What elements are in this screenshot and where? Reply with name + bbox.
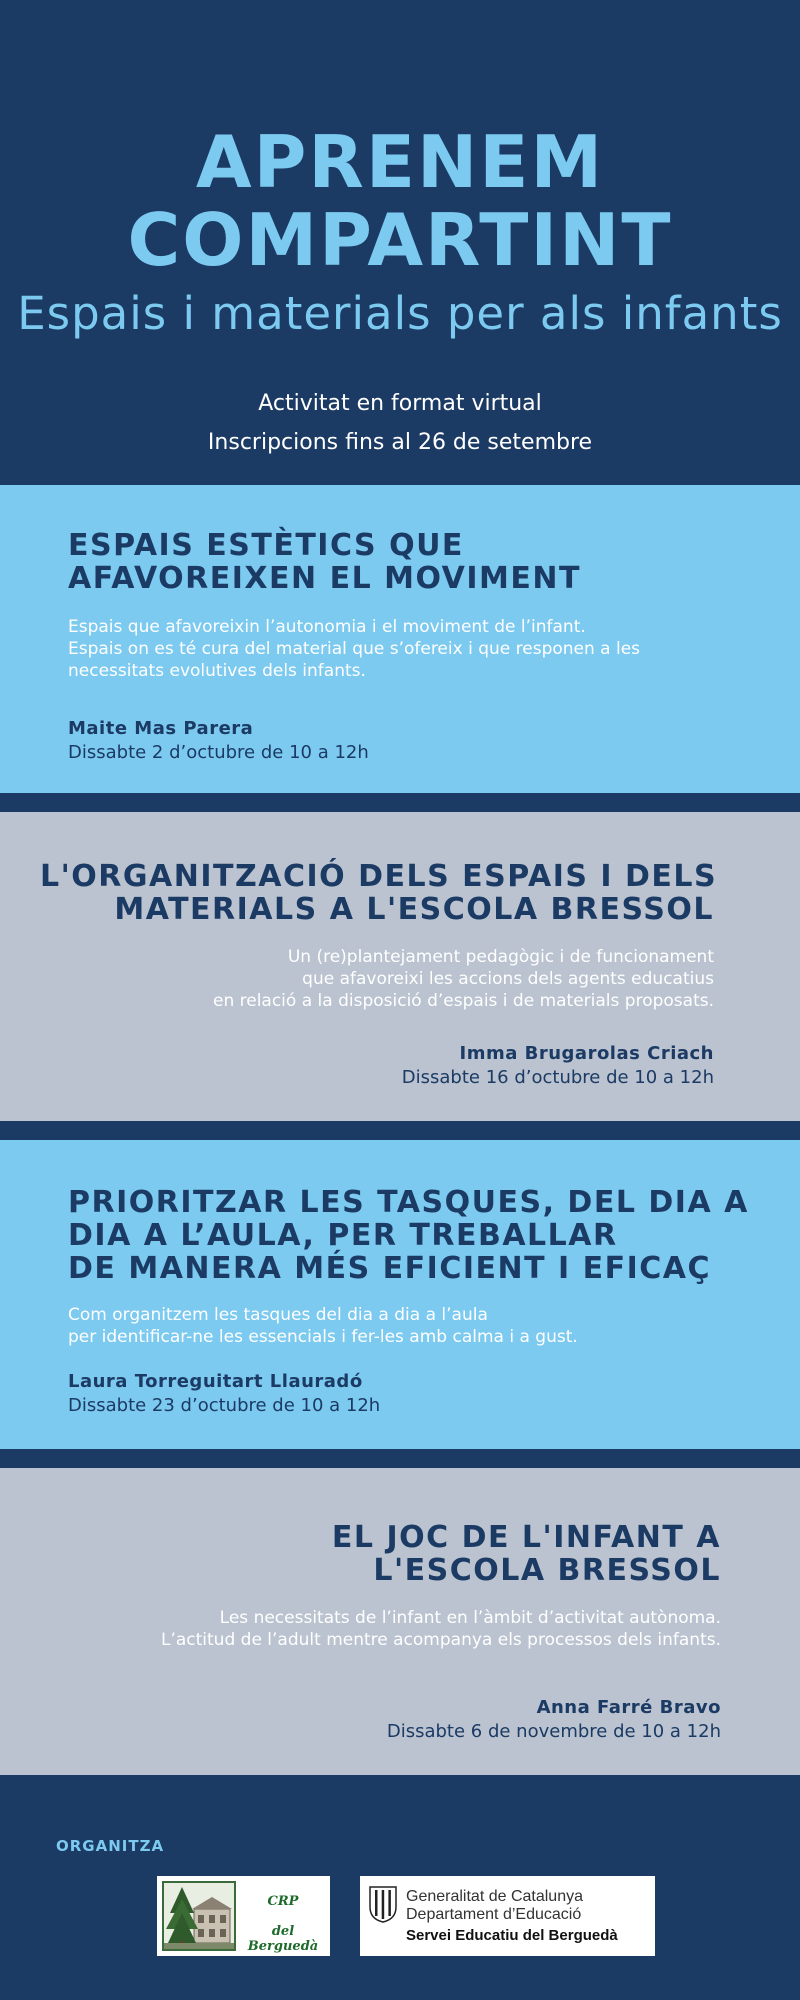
format-info: Activitat en format virtual	[258, 391, 542, 416]
title-line-1: APRENEM	[195, 120, 605, 204]
session-2-description: Un (re)plantejament pedagògic i de funcionament que afavoreixi les accions dels agents educatius en relació a la disposició d’espais i de materials proposats.	[212, 947, 714, 1011]
session-1-date: Dissabte 2 d’octubre de 10 a 12h	[68, 742, 369, 763]
session-3-speaker: Laura Torreguitart Llauradó	[68, 1371, 363, 1392]
footer	[0, 1775, 800, 2000]
gencat-line2: Departament d’Educació	[406, 1906, 582, 1923]
crp-logo-line1: CRP	[267, 1894, 299, 1909]
session-3-date: Dissabte 23 d’octubre de 10 a 12h	[68, 1395, 381, 1416]
gencat-line1: Generalitat de Catalunya	[406, 1888, 583, 1905]
building-photo-icon	[162, 1881, 236, 1951]
session-4-date: Dissabte 6 de novembre de 10 a 12h	[386, 1721, 721, 1742]
session-2-title: L'ORGANITZACIÓ DELS ESPAIS I DELS MATERIALS A L'ESCOLA BRESSOL	[40, 859, 718, 927]
session-4-description: Les necessitats de l’infant en l’àmbit d’activitat autònoma. L’actitud de l’adult mentre acompanya els processos dels infants.	[160, 1608, 721, 1650]
title-line-2: COMPARTINT	[127, 198, 673, 282]
catalan-emblem-icon	[368, 1885, 398, 1923]
session-1-description: Espais que afavoreixin l’autonomia i el moviment de l’infant. Espais on es té cura del material que s’ofereix i que responen a les necessitats evolutives dels infants.	[68, 617, 641, 681]
organizer-label: ORGANITZA	[56, 1837, 165, 1855]
session-1-title: ESPAIS ESTÈTICS QUE AFAVOREIXEN EL MOVIMENT	[68, 528, 581, 596]
session-4-speaker: Anna Farré Bravo	[536, 1697, 721, 1718]
crp-bergueda-logo	[157, 1876, 330, 1956]
generalitat-logo	[360, 1876, 655, 1956]
session-3-description: Com organitzem les tasques del dia a dia a l’aula per identificar-ne les essencials i fer-les amb calma i a gust.	[68, 1305, 578, 1347]
session-4	[0, 1468, 800, 1775]
session-2-speaker: Imma Brugarolas Criach	[459, 1043, 714, 1064]
session-1-speaker: Maite Mas Parera	[68, 718, 254, 739]
session-4-title: EL JOC DE L'INFANT A L'ESCOLA BRESSOL	[331, 1520, 721, 1588]
session-2	[0, 812, 800, 1121]
registration-deadline: Inscripcions fins al 26 de setembre	[207, 430, 593, 455]
gencat-line3: Servei Educatiu del Berguedà	[406, 1927, 618, 1944]
session-2-date: Dissabte 16 d’octubre de 10 a 12h	[401, 1067, 714, 1088]
header	[0, 0, 800, 485]
session-3	[0, 1140, 800, 1449]
crp-logo-line2: del Berguedà	[247, 1924, 319, 1954]
session-1	[0, 485, 800, 793]
subtitle: Espais i materials per als infants	[17, 287, 783, 340]
session-3-title: PRIORITZAR LES TASQUES, DEL DIA A DIA A L’AULA, PER TREBALLAR DE MANERA MÉS EFICIENT I EFICAÇ	[68, 1185, 749, 1286]
